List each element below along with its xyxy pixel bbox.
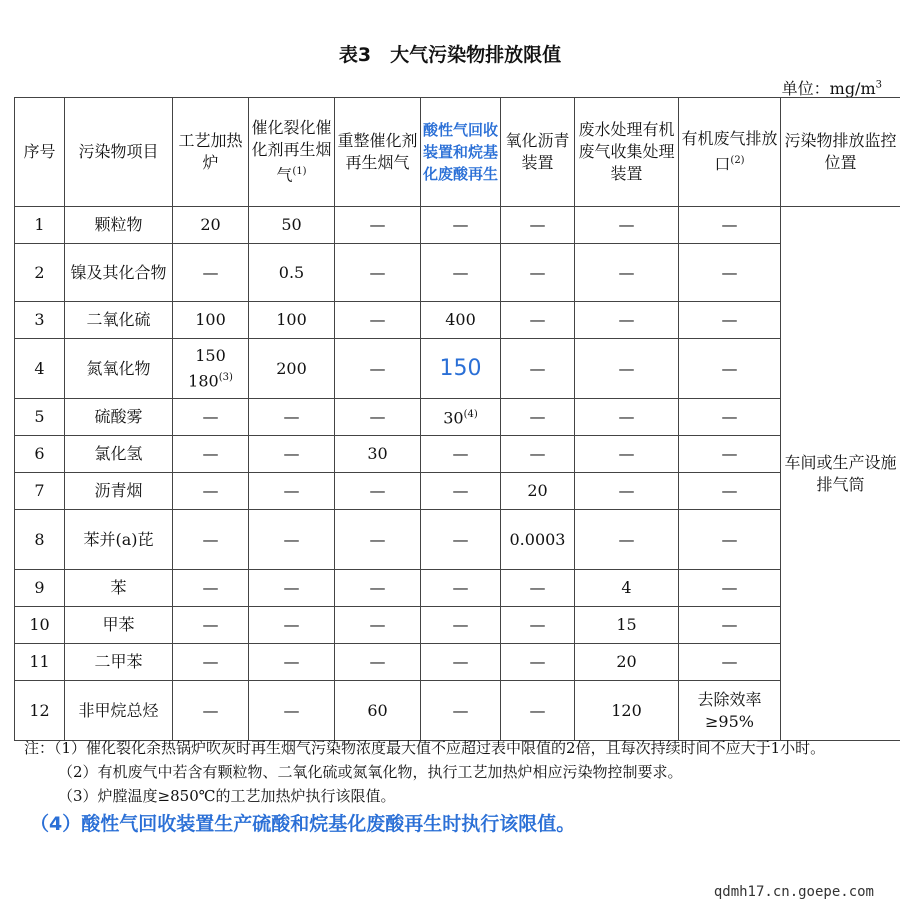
row-seq: 9 [15,570,65,607]
cell-oxidized-asphalt: — [501,339,575,399]
header-fcc-regen: 催化裂化催化剂再生烟气$^{(1)}$ [249,98,335,207]
row-seq: 7 [15,473,65,510]
table-row [15,510,900,570]
cell-acid-gas-recovery: — [421,607,501,644]
cell-acid-gas-recovery: — [421,244,501,302]
row-seq: 6 [15,436,65,473]
cell-process-heater: 100 [173,302,249,339]
cell-fcc-regen: — [249,644,335,681]
row-seq: 11 [15,644,65,681]
cell-acid-gas-recovery: — [421,510,501,570]
cell-oxidized-asphalt: — [501,207,575,244]
table-row [15,607,900,644]
cell-acid-gas-recovery: — [421,570,501,607]
cell-process-heater: — [173,570,249,607]
cell-voc-outlet: — [679,207,781,244]
cell-wastewater-voc: — [575,436,679,473]
row-pollutant: 沥青烟 [65,473,173,510]
row-pollutant: 氯化氢 [65,436,173,473]
cell-reforming-regen: — [335,302,421,339]
value-a: 150 [195,345,226,365]
cell-fcc-regen: — [249,681,335,741]
row-pollutant: 硫酸雾 [65,399,173,436]
cell-oxidized-asphalt: — [501,399,575,436]
cell-process-heater: — [173,473,249,510]
cell-wastewater-voc: — [575,399,679,436]
cell-process-heater [173,339,249,399]
header-row [15,98,900,207]
header-acid-gas-recovery: 酸性气回收装置和烷基化废酸再生 [421,98,501,207]
cell-reforming-regen: — [335,607,421,644]
cell-voc-outlet: — [679,339,781,399]
cell-process-heater: 20 [173,207,249,244]
cell-oxidized-asphalt: — [501,436,575,473]
table-row [15,570,900,607]
cell-acid-gas-recovery: 150 [421,339,501,399]
cell-voc-outlet: — [679,436,781,473]
cell-fcc-regen: 0.5 [249,244,335,302]
row-seq: 3 [15,302,65,339]
row-seq: 1 [15,207,65,244]
cell-voc-outlet: — [679,510,781,570]
row-pollutant: 二氧化硫 [65,302,173,339]
cell-acid-gas-recovery: — [421,436,501,473]
cell-wastewater-voc: — [575,244,679,302]
cell-reforming-regen: 30 [335,436,421,473]
table-row [15,302,900,339]
cell-process-heater: — [173,510,249,570]
emission-limits-table [14,97,900,741]
cell-voc-outlet: — [679,473,781,510]
table-row [15,339,900,399]
cell-oxidized-asphalt: 20 [501,473,575,510]
note-2: （2）有机废气中若含有颗粒物、二氧化硫或氮氧化物，执行工艺加热炉相应污染物控制要求。 [58,763,683,781]
value-b: 180$^{(3)}$ [188,371,233,391]
cell-oxidized-asphalt: — [501,244,575,302]
cell-voc-outlet: — [679,244,781,302]
row-seq: 8 [15,510,65,570]
cell-voc-outlet: — [679,570,781,607]
cell-reforming-regen: 60 [335,681,421,741]
cell-acid-gas-recovery: — [421,207,501,244]
row-pollutant: 甲苯 [65,607,173,644]
table-row [15,681,900,741]
table-row [15,399,900,436]
cell-oxidized-asphalt: — [501,607,575,644]
cell-fcc-regen: 50 [249,207,335,244]
cell-process-heater: — [173,244,249,302]
note-4: （4）酸性气回收装置生产硫酸和烷基化废酸再生时执行该限值。 [30,813,576,835]
cell-process-heater: — [173,399,249,436]
cell-acid-gas-recovery: — [421,473,501,510]
cell-wastewater-voc: — [575,207,679,244]
cell-reforming-regen: — [335,399,421,436]
cell-fcc-regen: — [249,436,335,473]
cell-fcc-regen: — [249,510,335,570]
cell-fcc-regen: 100 [249,302,335,339]
row-seq: 2 [15,244,65,302]
row-pollutant: 颗粒物 [65,207,173,244]
cell-reforming-regen: — [335,207,421,244]
cell-fcc-regen: 200 [249,339,335,399]
cell-voc-outlet: — [679,399,781,436]
cell-oxidized-asphalt: — [501,681,575,741]
cell-reforming-regen: — [335,570,421,607]
cell-oxidized-asphalt: — [501,302,575,339]
header-wastewater-voc: 废水处理有机废气收集处理装置 [575,98,679,207]
row-pollutant: 非甲烷总烃 [65,681,173,741]
cell-fcc-regen: — [249,570,335,607]
watermark-text: qdmh17.cn.goepe.com [713,884,874,900]
row-seq: 10 [15,607,65,644]
cell-wastewater-voc: 120 [575,681,679,741]
row-pollutant: 镍及其化合物 [65,244,173,302]
cell-process-heater: — [173,607,249,644]
row-pollutant: 苯 [65,570,173,607]
table-row [15,473,900,510]
cell-voc-outlet: — [679,607,781,644]
cell-reforming-regen: — [335,644,421,681]
cell-fcc-regen: — [249,399,335,436]
header-seq: 序号 [15,98,65,207]
cell-wastewater-voc: — [575,339,679,399]
row-seq: 4 [15,339,65,399]
table-row [15,644,900,681]
header-pollutant: 污染物项目 [65,98,173,207]
cell-fcc-regen: — [249,473,335,510]
cell-wastewater-voc: 4 [575,570,679,607]
cell-oxidized-asphalt: — [501,644,575,681]
cell-voc-outlet: 去除效率≥95% [679,681,781,741]
cell-reforming-regen: — [335,244,421,302]
cell-monitor-location: 车间或生产设施排气筒 [781,207,900,741]
row-pollutant: 氮氧化物 [65,339,173,399]
cell-wastewater-voc: — [575,510,679,570]
unit-label: 单位：$mg/m^3$ [781,79,882,98]
cell-acid-gas-recovery: 400 [421,302,501,339]
cell-reforming-regen: — [335,473,421,510]
header-reforming-regen: 重整催化剂再生烟气 [335,98,421,207]
cell-process-heater: — [173,644,249,681]
cell-voc-outlet: — [679,644,781,681]
row-seq: 5 [15,399,65,436]
cell-fcc-regen: — [249,607,335,644]
table-row [15,436,900,473]
cell-wastewater-voc: 15 [575,607,679,644]
cell-reforming-regen: — [335,339,421,399]
cell-oxidized-asphalt: 0.0003 [501,510,575,570]
table-row [15,244,900,302]
cell-oxidized-asphalt: — [501,570,575,607]
cell-reforming-regen: — [335,510,421,570]
cell-acid-gas-recovery: — [421,644,501,681]
header-monitor-location: 污染物排放监控位置 [781,98,900,207]
cell-voc-outlet: — [679,302,781,339]
row-pollutant: 苯并(a)芘 [65,510,173,570]
table-title: 表3 大气污染物排放限值 [338,44,562,66]
header-process-heater: 工艺加热炉 [173,98,249,207]
notes [24,736,884,836]
cell-process-heater: — [173,436,249,473]
row-pollutant: 二甲苯 [65,644,173,681]
header-voc-outlet: 有机废气排放口$^{(2)}$ [679,98,781,207]
cell-wastewater-voc: — [575,473,679,510]
note-1: 注：（1）催化裂化余热锅炉吹灰时再生烟气污染物浓度最大值不应超过表中限值的2倍，且每次持续时间不应大于1小时。 [24,739,826,757]
cell-process-heater: — [173,681,249,741]
cell-acid-gas-recovery: 30$^{(4)}$ [421,399,501,436]
cell-wastewater-voc: — [575,302,679,339]
cell-wastewater-voc: 20 [575,644,679,681]
table-row [15,207,900,244]
row-seq: 12 [15,681,65,741]
header-oxidized-asphalt: 氧化沥青装置 [501,98,575,207]
cell-acid-gas-recovery: — [421,681,501,741]
note-3: （3）炉膛温度≥850℃的工艺加热炉执行该限值。 [58,787,396,805]
